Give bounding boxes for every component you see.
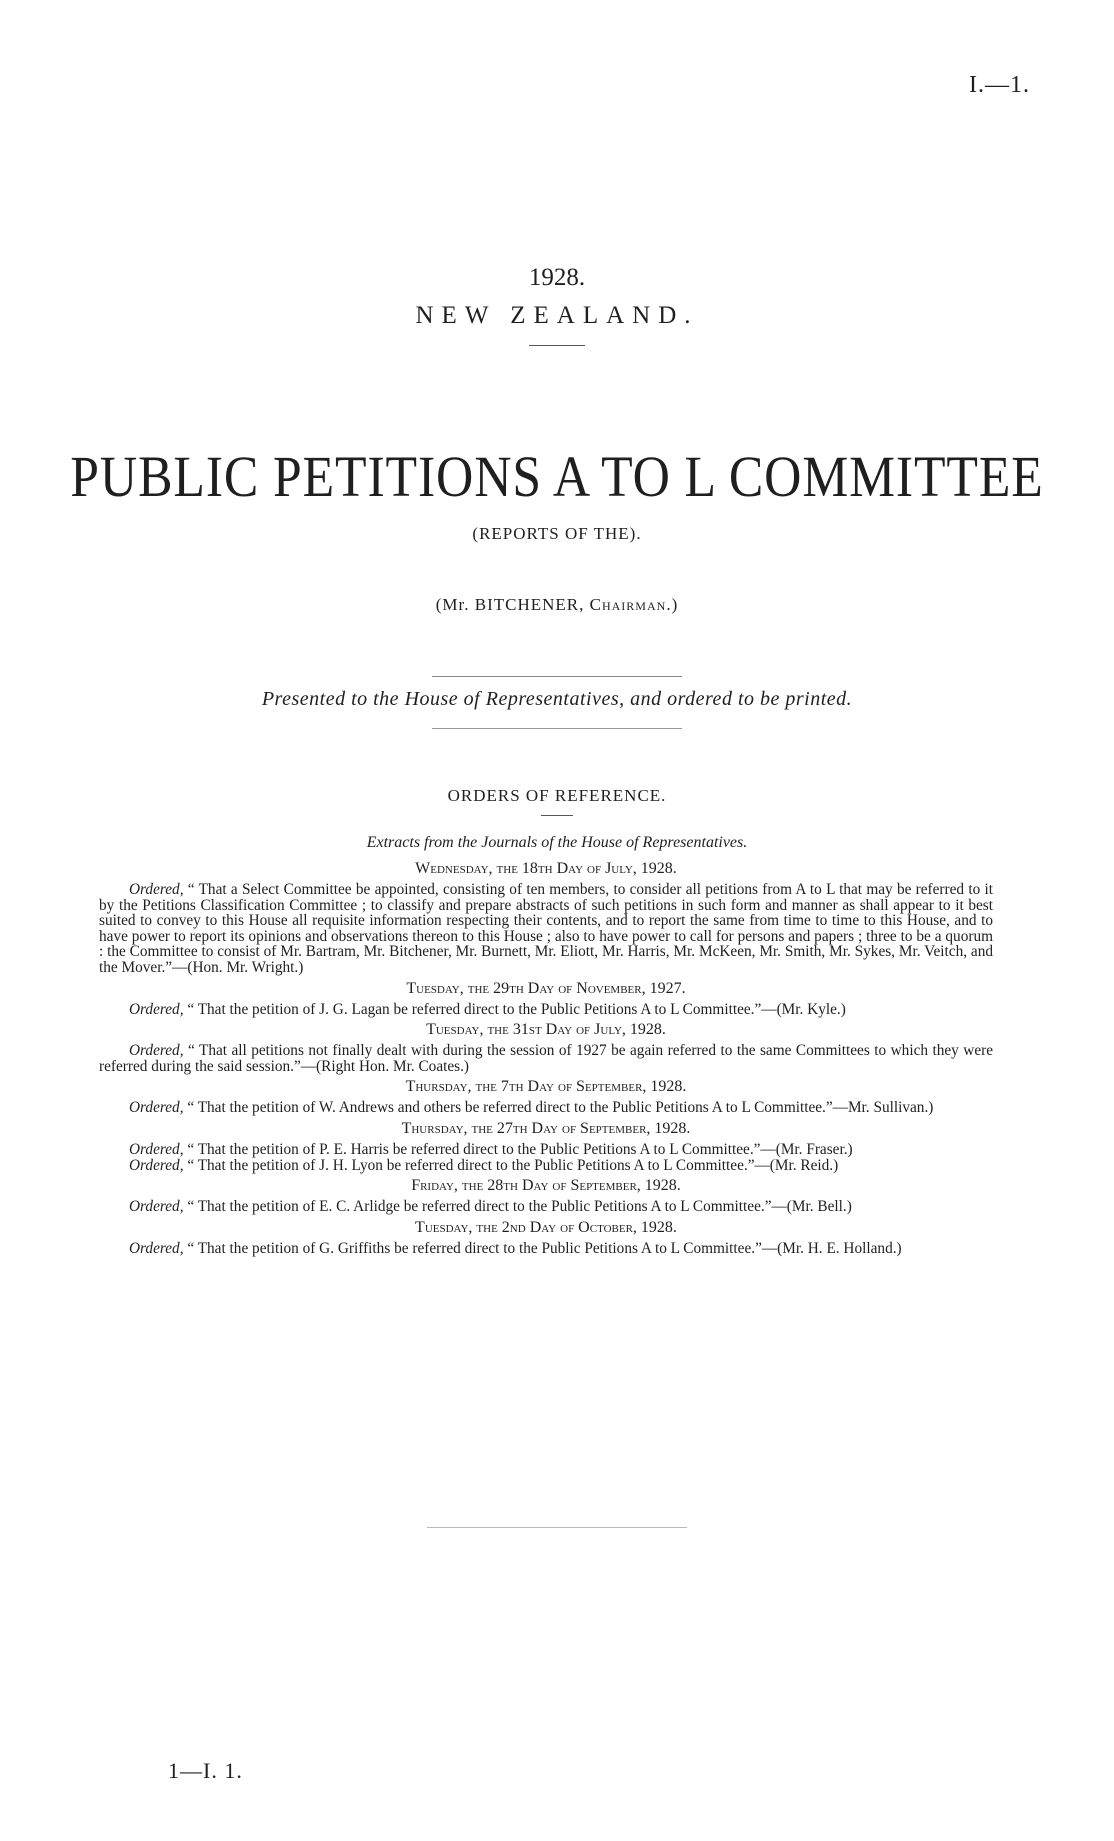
chairman-role: Chairman: [589, 595, 667, 614]
order-lead: Ordered,: [129, 1140, 184, 1158]
order-section: [99, 1177, 993, 1215]
footer-reference: 1—I. 1.: [168, 1758, 243, 1783]
order-lead: Ordered,: [129, 1099, 184, 1117]
order-lead: Ordered,: [129, 1198, 184, 1216]
section-date: Friday, the 28th Day of September, 1928.: [411, 1177, 681, 1195]
order-entry: [99, 1241, 993, 1257]
divider-rule: [432, 728, 682, 729]
presentation-note: Presented to the House of Representatives, and ordered to be printed.: [261, 688, 853, 710]
orders-body: [99, 856, 993, 1256]
divider-rule: [427, 1527, 687, 1528]
order-lead: Ordered,: [129, 1239, 184, 1257]
order-section: [99, 980, 993, 1018]
order-text: “ That the petition of E. C. Arlidge be referred direct to the Public Petitions A to L Committee.”—(Mr. Bell.): [183, 1198, 852, 1216]
order-entry: [99, 1199, 993, 1215]
document-subtitle: (REPORTS OF THE).: [472, 524, 642, 543]
order-section: [99, 1078, 993, 1116]
order-entry: [99, 1002, 993, 1018]
chairman-name: (Mr. BITCHENER,: [435, 595, 590, 614]
order-section: [99, 1120, 993, 1173]
order-text: “ That the petition of J. G. Lagan be referred direct to the Public Petitions A to L Committee.”—(Mr. Kyle.): [183, 1000, 846, 1018]
section-date: Thursday, the 7th Day of September, 1928.: [405, 1078, 687, 1096]
order-lead: Ordered,: [129, 1156, 184, 1174]
order-lead: Ordered,: [129, 881, 184, 898]
divider-rule: [529, 345, 585, 346]
section-date: Thursday, the 27th Day of September, 1928.: [401, 1119, 691, 1137]
order-section: [99, 860, 993, 976]
chairman-line: [0, 595, 1114, 615]
order-text: “ That all petitions not finally dealt with during the session of 1927 be again referred to the same Committees to which they were referred during the said session.”—(Right Hon. Mr. Coates.): [99, 1042, 993, 1075]
order-text: “ That the petition of W. Andrews and others be referred direct to the Public Petitions A to L Committee.”—Mr. Sullivan.): [183, 1099, 934, 1117]
section-date: Tuesday, the 2nd Day of October, 1928.: [415, 1218, 677, 1236]
order-section: [99, 1219, 993, 1257]
order-entry: [99, 1100, 993, 1116]
divider-rule: [541, 815, 573, 816]
section-date: Tuesday, the 31st Day of July, 1928.: [426, 1021, 666, 1039]
order-text: “ That the petition of G. Griffiths be referred direct to the Public Petitions A to L Committee.”—(Mr. H. E. Holland.): [183, 1239, 902, 1257]
order-section: [99, 1021, 993, 1074]
page-code: I.—1.: [969, 72, 1030, 98]
section-date: Wednesday, the 18th Day of July, 1928.: [415, 860, 677, 877]
document-title: PUBLIC PETITIONS A TO L COMMITTEE: [70, 444, 1044, 509]
order-entry: [99, 1142, 993, 1158]
section-date: Tuesday, the 29th Day of November, 1927.: [406, 979, 686, 997]
order-text: “ That the petition of P. E. Harris be referred direct to the Public Petitions A to L Committee.”—(Mr. Fraser.): [183, 1140, 853, 1158]
divider-rule: [432, 676, 682, 677]
order-entry: [99, 1158, 993, 1174]
order-lead: Ordered,: [129, 1042, 184, 1060]
orders-heading: ORDERS OF REFERENCE.: [447, 786, 667, 805]
country-heading: NEW ZEALAND.: [415, 302, 699, 329]
order-text: “ That the petition of J. H. Lyon be referred direct to the Public Petitions A to L Committee.”—(Mr. Reid.): [183, 1156, 839, 1174]
order-entry: [99, 1043, 993, 1074]
chairman-close: .): [666, 595, 679, 614]
order-text: “ That a Select Committee be appointed, consisting of ten members, to consider all petitions from A to L that may be referred to it by the Petitions Classification Committee ; to classify and prepare abstracts of such petitions in such form and manner as shall appear to it best suited to convey to this House all requisite information respecting their contents, and to report the same from time to time to this House, and to have power to report its opinions and observations thereon to this House ; also to have power to call for persons and papers ; three to be a quorum : the Committee to consist of Mr. Bartram, Mr. Bitchener, Mr. Burnett, Mr. Eliott, Mr. Harris, Mr. McKeen, Mr. Smith, Mr. Sykes, Mr. Veitch, and the Mover.”—(Hon. Mr. Wright.): [99, 881, 993, 976]
extracts-note: Extracts from the Journals of the House of Representatives.: [366, 834, 748, 851]
order-lead: Ordered,: [129, 1000, 184, 1018]
order-entry: [99, 882, 993, 976]
report-year: 1928.: [528, 264, 586, 291]
